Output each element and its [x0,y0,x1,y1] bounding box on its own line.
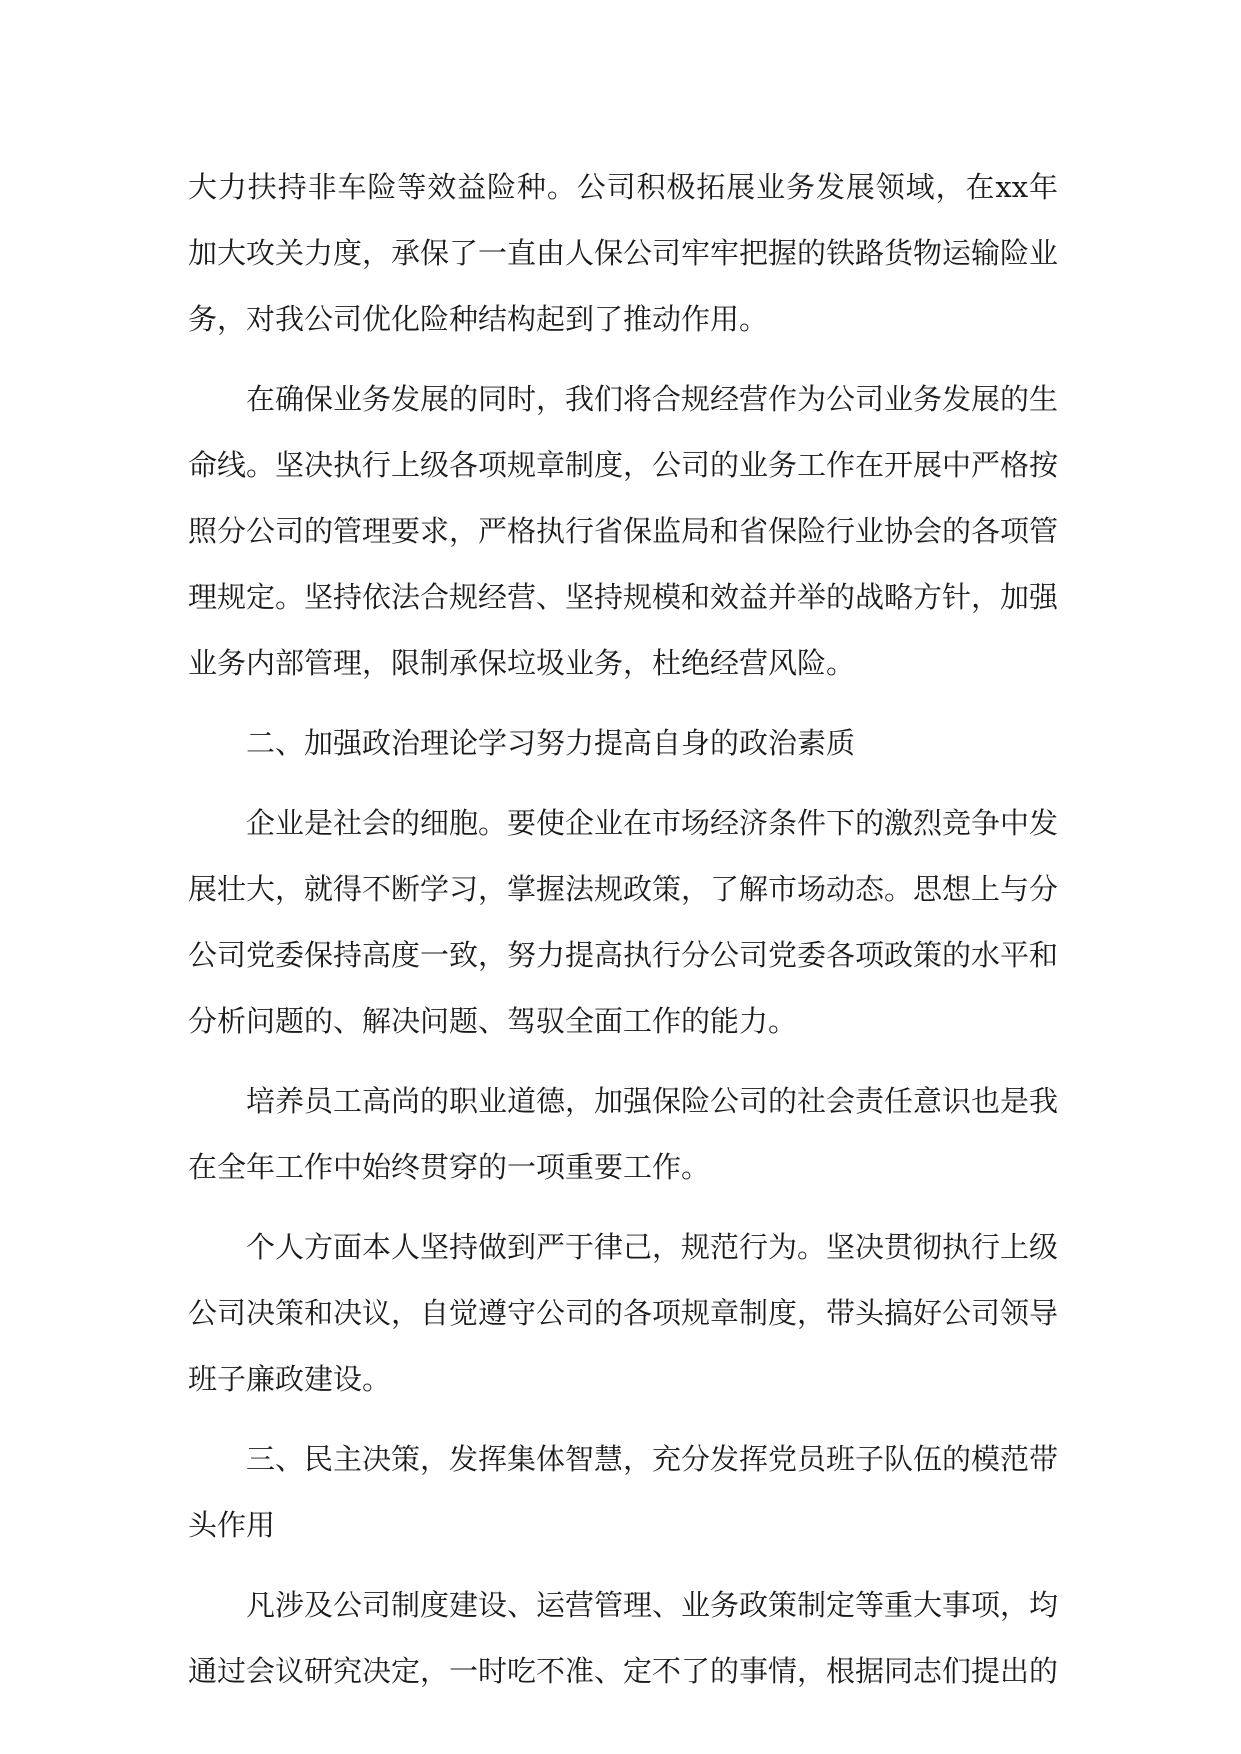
section-heading-2: 二、加强政治理论学习努力提高自身的政治素质 [246,726,856,760]
paragraph-continuation: 大力扶持非车险等效益险种。公司积极拓展业务发展领域，在xx年加大攻关力度，承保了一直由人保公司牢牢把握的铁路货物运输险业务，对我公司优化险种结构起到了推动作用。 [188,170,1059,336]
paragraph-personal: 个人方面本人坚持做到严于律己，规范行为。坚决贯彻执行上级公司决策和决议，自觉遵守公司的各项规章制度，带头搞好公司领导班子廉政建设。 [188,1230,1059,1396]
paragraph-compliance: 在确保业务发展的同时，我们将合规经营作为公司业务发展的生命线。坚决执行上级各项规章制度，公司的业务工作在开展中严格按照分公司的管理要求，严格执行省保监局和省保险行业协会的各项管理规定。坚持依法合规经营、坚持规模和效益并举的战略方针，加强业务内部管理，限制承保垃圾业务，杜绝经营风险。 [188,382,1059,680]
section-heading-3: 三、民主决策，发挥集体智慧，充分发挥党员班子队伍的模范带头作用 [188,1442,1059,1542]
paragraph-ethics: 培养员工高尚的职业道德，加强保险公司的社会责任意识也是我在全年工作中始终贯穿的一项重要工作。 [188,1084,1059,1184]
document-body [188,154,1058,1718]
paragraph-enterprise: 企业是社会的细胞。要使企业在市场经济条件下的激烈竞争中发展壮大，就得不断学习，掌握法规政策，了解市场动态。思想上与分公司党委保持高度一致，努力提高执行分公司党委各项政策的水平和分析问题的、解决问题、驾驭全面工作的能力。 [188,806,1059,1038]
paragraph-decisions: 凡涉及公司制度建设、运营管理、业务政策制定等重大事项，均通过会议研究决定，一时吃不准、定不了的事情，根据同志们提出的 [188,1588,1059,1688]
